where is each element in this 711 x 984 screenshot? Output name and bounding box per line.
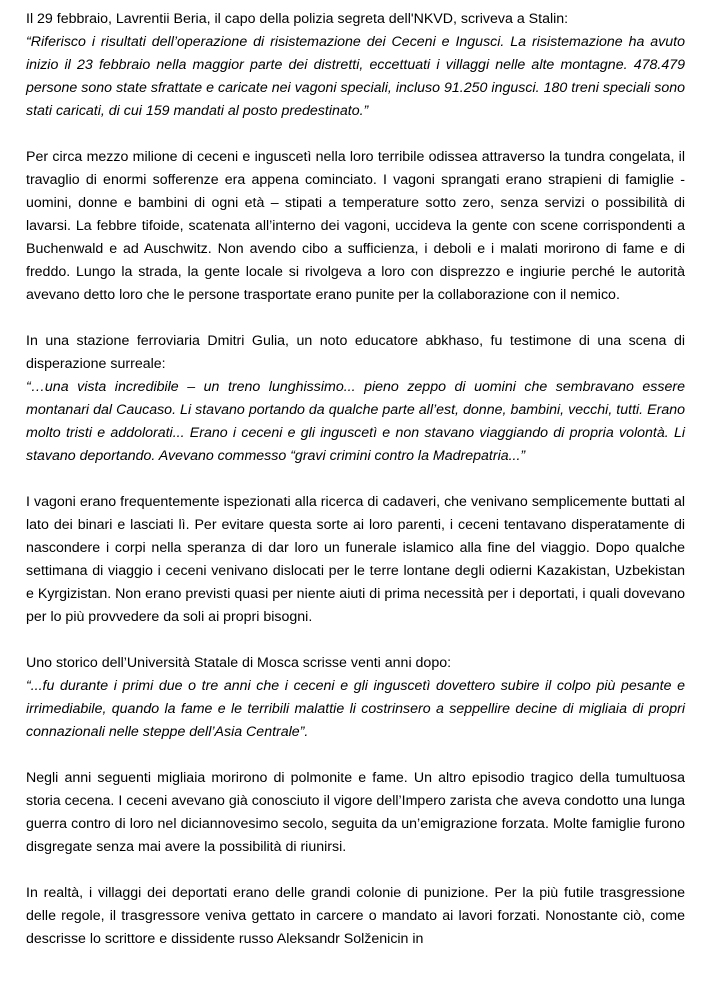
paragraph-following-years: Negli anni seguenti migliaia morirono di polmonite e fame. Un altro episodio tragico della tumultuosa storia cecena. I ceceni avevano già conosciuto il vigore dell’Impero zarista che aveva condotto una lunga guerra contro di loro nel diciannovesimo secolo, seguita da un’emigrazione forzata. Molte famiglie furono disgregate senza mai avere la possibilità di riunirsi. <box>26 770 685 855</box>
block-quote-beria: “Riferisco i risultati dell’operazione di risistemazione dei Ceceni e Ingusci. La risistemazione ha avuto inizio il 23 febbraio nella maggior parte dei distretti, eccettuati i villaggi nelle alte montagne. 478.479 persone sono state sfrattate e caricate nei vagoni speciali, incluso 91.250 ingusci. 180 treni speciali sono stati caricati, di cui 159 mandati al posto predestinato.” <box>26 34 685 119</box>
paragraph-intro: Uno storico dell’Università Statale di Mosca scrisse venti anni dopo: <box>26 655 452 671</box>
block-quote-historian: “...fu durante i primi due o tre anni che i ceceni e gli inguscetì dovettero subire il colpo più pesante e irrimediabile, quando la fame e le terribili malattie li costrinsero a seppellire decine di migliaia di propri connazionali nelle steppe dell’Asia Centrale”. <box>26 678 685 740</box>
paragraph-intro: In una stazione ferroviaria Dmitri Gulia, un noto educatore abkhaso, fu testimone di una scena di disperazione surreale: <box>26 333 685 372</box>
paragraph-deportation-journey: Per circa mezzo milione di ceceni e inguscetì nella loro terribile odissea attraverso la tundra congelata, il travaglio di enormi sofferenze era appena cominciato. I vagoni sprangati erano strapieni di famiglie - uomini, donne e bambini di ogni età – stipati a temperature sotto zero, senza servizi o possibilità di lavarsi. La febbre tifoide, scatenata all’interno dei vagoni, uccideva la gente con scene corrispondenti a Buchenwald e ad Auschwitz. Non avendo cibo a sufficienza, i deboli e i malati morirono di fame e di freddo. Lungo la strada, la gente locale si rivolgeva a loro con disprezzo e ingiurie perché le autorità avevano detto loro che le persone trasportate erano punite per la collaborazione con il nemico. <box>26 149 685 303</box>
paragraph-beria-report <box>26 8 685 123</box>
paragraph-wagon-inspections: I vagoni erano frequentemente ispezionati alla ricerca di cadaveri, che venivano semplicemente buttati al lato dei binari e lasciati lì. Per evitare questa sorte ai loro parenti, i ceceni tentavano disperatamente di nascondere i corpi nella speranza di dar loro un funerale islamico alla fine del viaggio. Dopo qualche settimana di viaggio i ceceni venivano dislocati per le terre lontane degli odierni Kazakistan, Uzbekistan e Kyrgizistan. Non erano previsti quasi per niente aiuti di prima necessità per i deportati, i quali dovevano per lo più provvedere da soli ai propri bisogni. <box>26 494 685 625</box>
paragraph-gulia-testimony <box>26 330 685 468</box>
block-quote-gulia: “…una vista incredibile – un treno lunghissimo... pieno zeppo di uomini che sembravano essere montanari dal Caucaso. Li stavano portando da qualche parte all’est, donne, bambini, vecchi, tutti. Erano molto tristi e addolorati... Erano i ceceni e gli inguscetì e non stavano viaggiando di propria volontà. Li stavano deportando. Avevano commesso “gravi crimini contro la Madrepatria...” <box>26 379 685 464</box>
paragraph-historian-quote <box>26 652 685 744</box>
paragraph-punishment-colonies: In realtà, i villaggi dei deportati erano delle grandi colonie di punizione. Per la più futile trasgressione delle regole, il trasgressore veniva gettato in carcere o mandato ai lavori forzati. Nonostante ciò, come descrisse lo scrittore e dissidente russo Aleksandr Solženicin in <box>26 885 685 947</box>
paragraph-intro: Il 29 febbraio, Lavrentii Beria, il capo della polizia segreta dell'NKVD, scriveva a Stalin: <box>26 11 569 27</box>
